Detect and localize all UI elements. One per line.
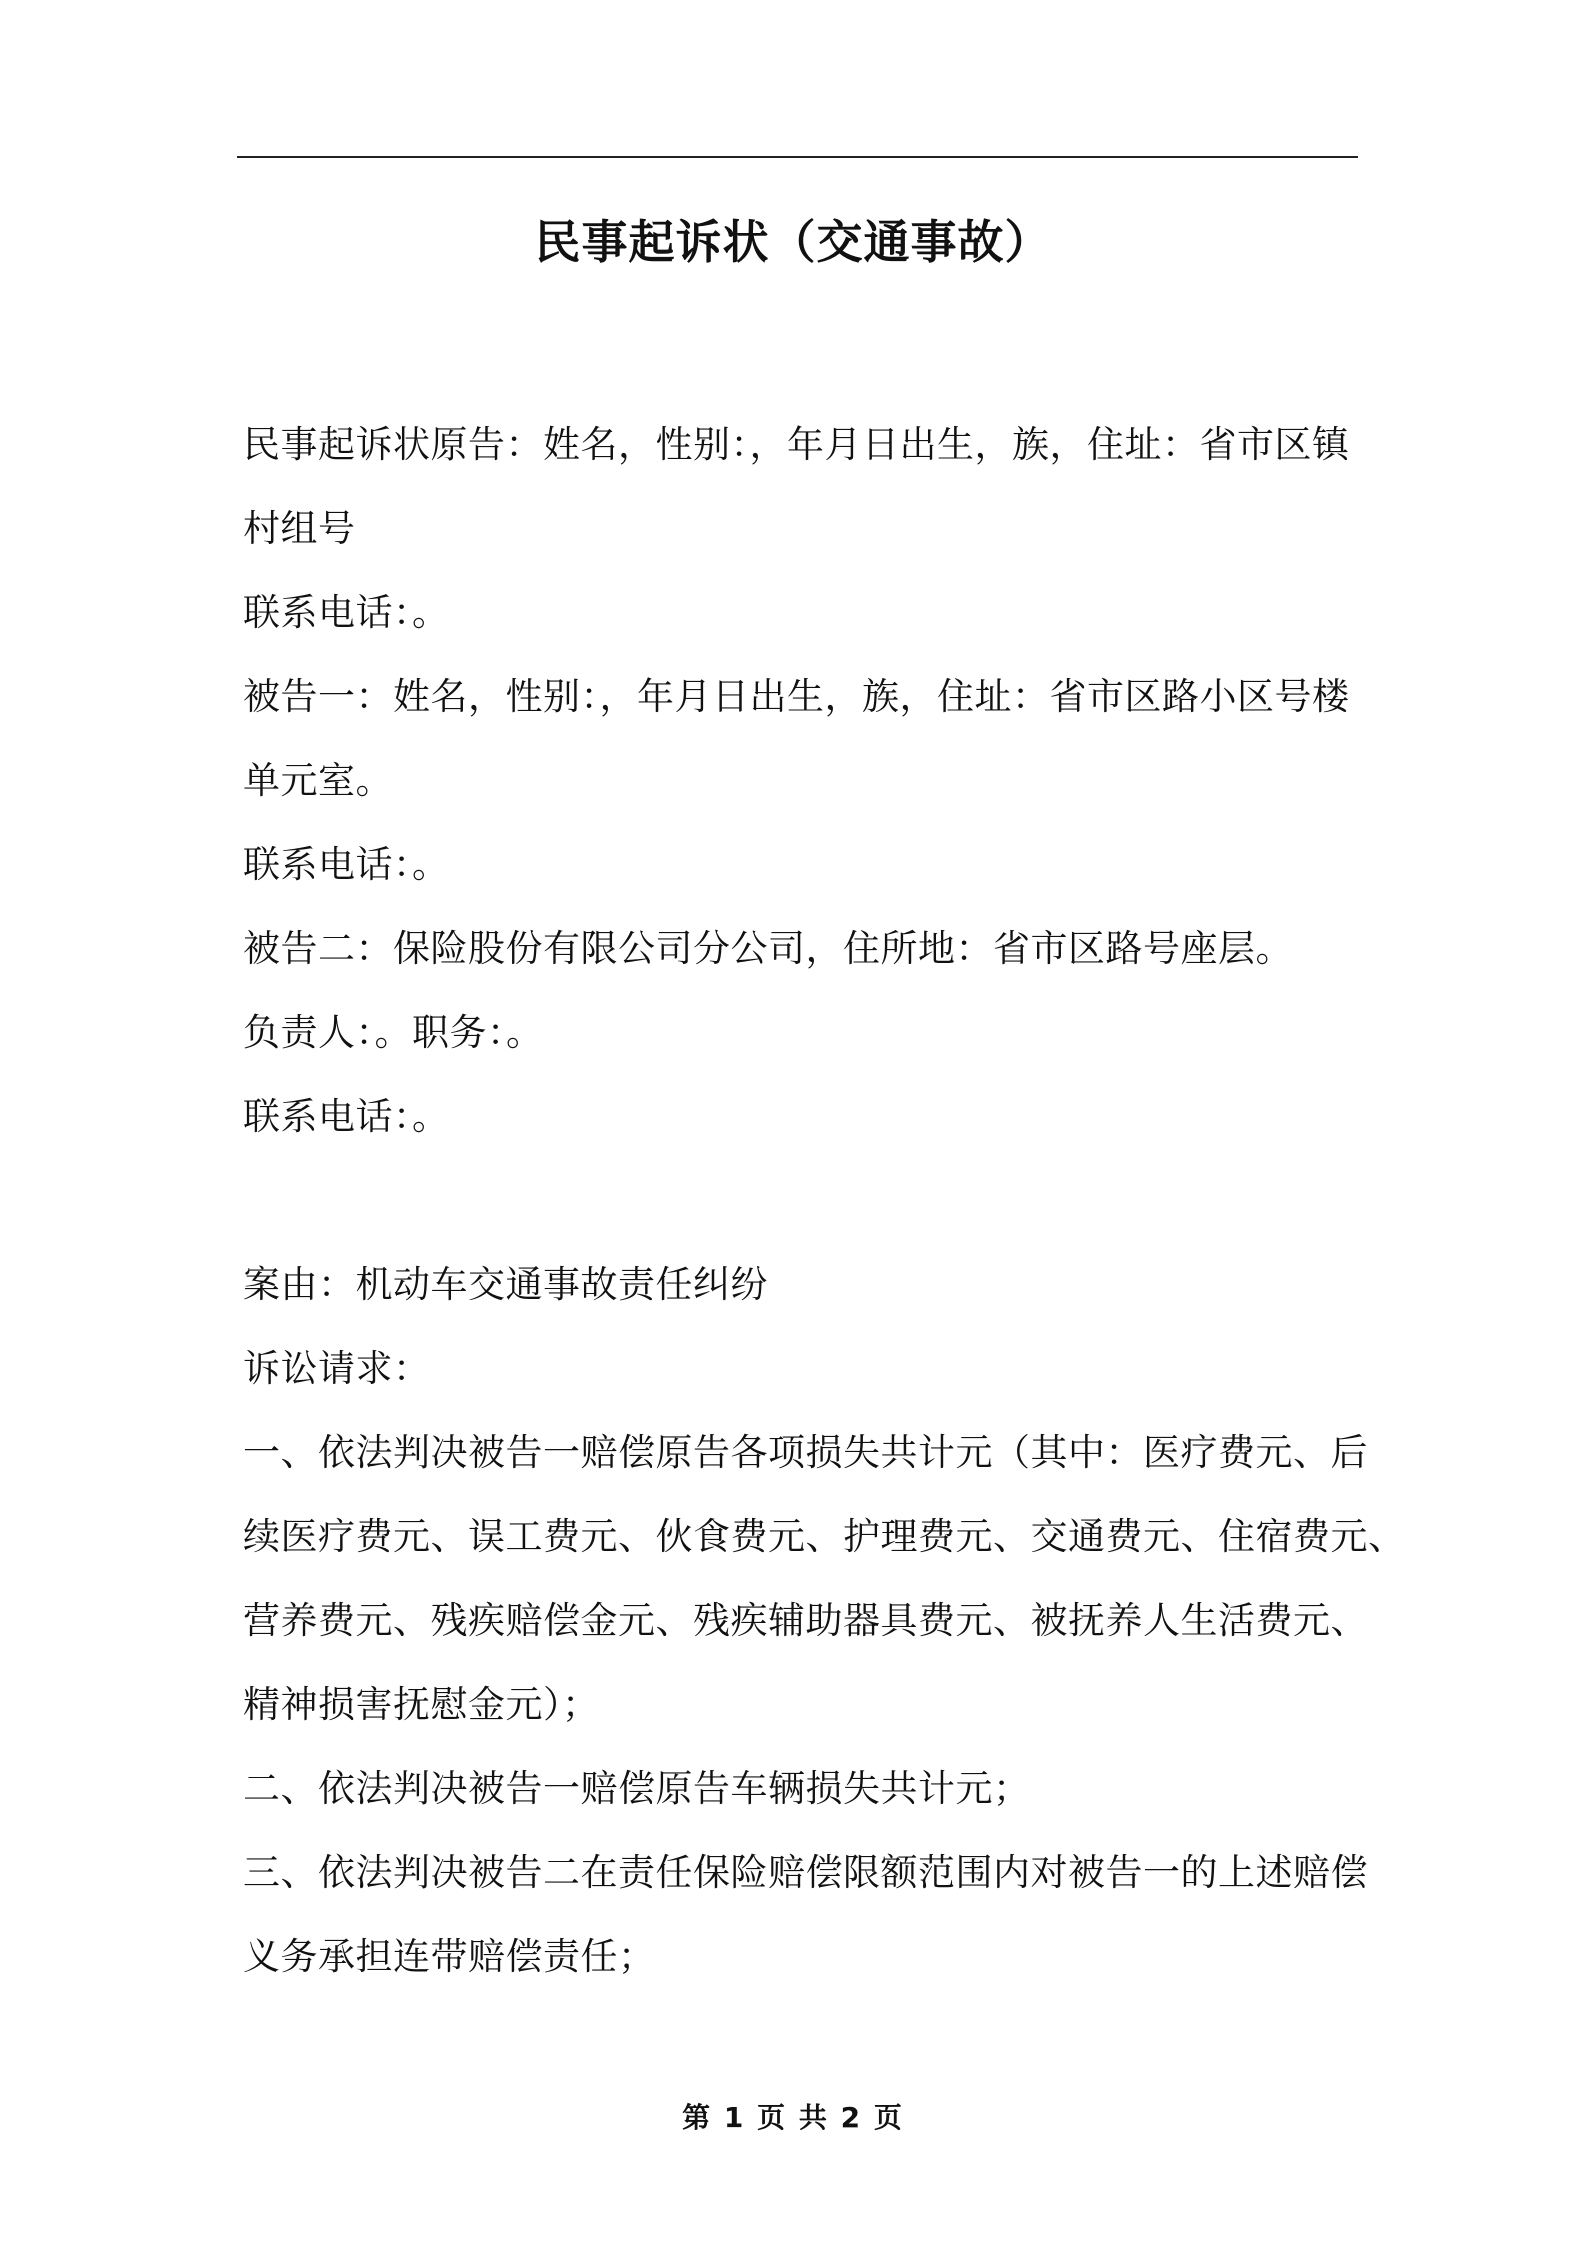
defendant1-phone: 联系电话：。 [243,843,450,886]
claims-heading: 诉讼请求： [243,1347,431,1390]
document-title: 民事起诉状（交通事故） [534,215,1052,269]
document-body [243,403,1406,1999]
claim-1-line-3: 营养费元、残疾赔偿金元、残疾辅助器具费元、被抚养人生活费元、 [243,1599,1368,1642]
case-cause: 案由：机动车交通事故责任纠纷 [243,1263,768,1306]
page-footer: 第 1 页 共 2 页 [682,2101,904,2134]
claim-1-line-2: 续医疗费元、误工费元、伙食费元、护理费元、交通费元、住宿费元、 [243,1515,1406,1558]
defendant2-phone: 联系电话：。 [243,1095,450,1138]
defendant1-line-1: 被告一：姓名，性别：，年月日出生，族，住址：省市区路小区号楼 [243,675,1350,718]
plaintiff-phone: 联系电话：。 [243,591,450,634]
plaintiff-line-2: 村组号 [243,507,356,550]
claim-3-line-1: 三、依法判决被告二在责任保险赔偿限额范围内对被告一的上述赔偿 [243,1851,1368,1894]
claim-1-line-1: 一、依法判决被告一赔偿原告各项损失共计元（其中：医疗费元、后 [243,1431,1368,1474]
header-rule [237,156,1358,158]
claim-1-line-4: 精神损害抚慰金元）； [243,1683,600,1726]
defendant2-line: 被告二：保险股份有限公司分公司，住所地：省市区路号座层。 [243,927,1293,970]
claim-2: 二、依法判决被告一赔偿原告车辆损失共计元； [243,1767,1031,1810]
defendant2-responsible: 负责人：。职务：。 [243,1011,544,1054]
plaintiff-line-1: 民事起诉状原告：姓名，性别：，年月日出生，族，住址：省市区镇 [243,423,1350,466]
claim-3-line-2: 义务承担连带赔偿责任； [243,1935,656,1978]
defendant1-line-2: 单元室。 [243,759,393,802]
